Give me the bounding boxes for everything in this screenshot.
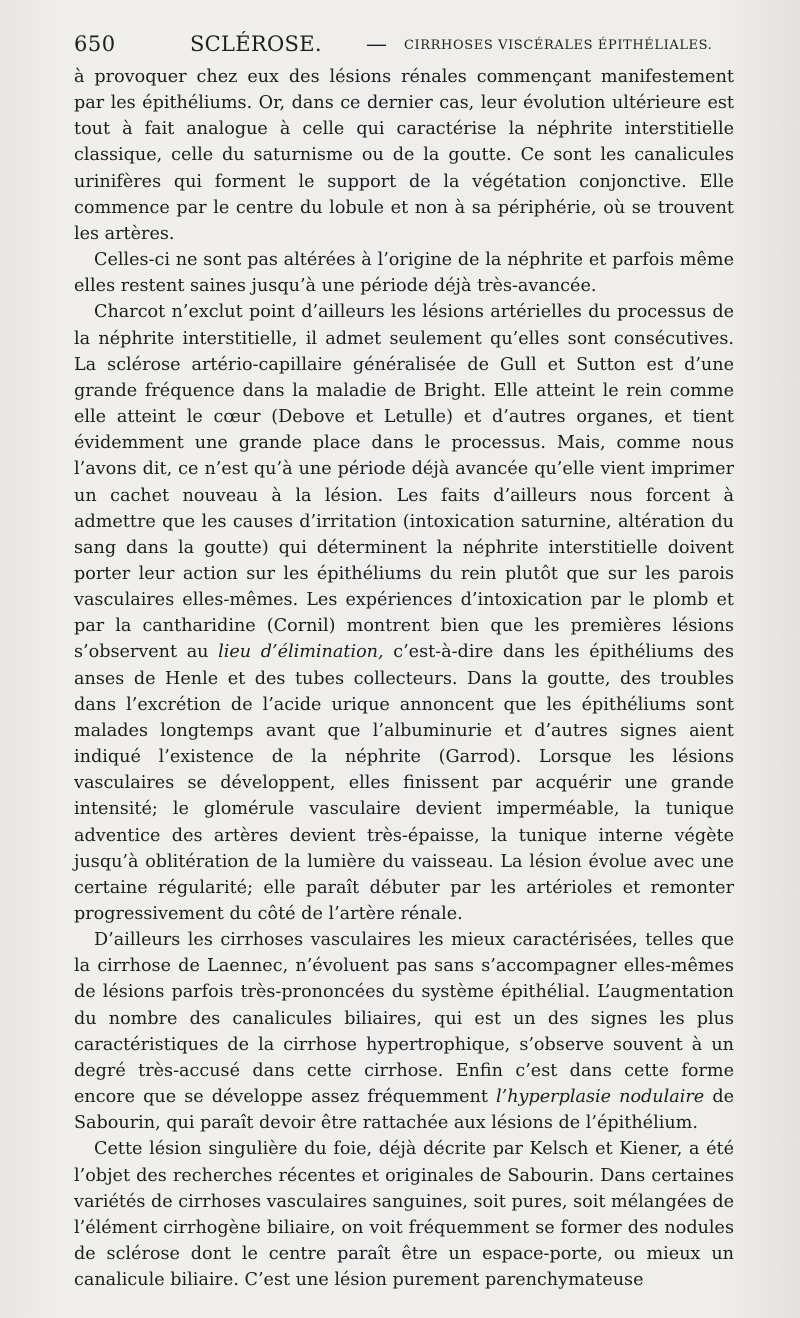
text-run: de Sabourin, qui paraît devoir être rattachée aux lésions de l’épithélium. — [74, 1087, 734, 1134]
page-number: 650 — [74, 32, 116, 56]
text-run: Charcot n’exclut point d’ailleurs les lésions artérielles du processus de la néphrite interstitielle, il admet seulement qu’elles sont consécutives. La sclérose artério-capillaire généralisée de Gull et Sutton est d’une grande fréquence dans la maladie de Bright. Elle atteint le rein comme elle atteint le cœur (Debove et Letulle) et d’autres organes, et tient évidemment une grande place dans le processus. Mais, comme nous l’avons dit, ce n’est qu’à une période déjà avancée qu’elle vient imprimer un cachet nouveau à la lésion. Les faits d’ailleurs nous forcent à admettre que les causes d’irritation (intoxication saturnine, altération du sang dans la goutte) qui déterminent la néphrite interstitielle doivent porter leur action sur les épithéliums du rein plutôt que sur les parois vasculaires elles-mêmes. Les expériences d’intoxication par le plomb et par la cantharidine (Cornil) montrent bien que les premières lésions s’observent au — [74, 302, 734, 663]
italic-text-run: lieu d’élimination, — [218, 642, 384, 663]
running-title-separator: — — [366, 32, 387, 56]
running-header — [74, 30, 734, 62]
italic-text-run: l’hyperplasie nodulaire — [496, 1087, 705, 1108]
paragraph — [74, 64, 734, 247]
paragraph — [74, 299, 734, 927]
text-run: Celles-ci ne sont pas altérées à l’origine de la néphrite et parfois même elles restent saines jusqu’à une période déjà très-avancée. — [74, 250, 734, 297]
text-run: Cette lésion singulière du foie, déjà décrite par Kelsch et Kiener, a été l’objet des recherches récentes et originales de Sabourin. Dans certaines variétés de cirrhoses vasculaires sanguines, soit pures, soit mélangées de l’élément cirrhogène biliaire, on voit fréquemment se former des nodules de sclérose dont le centre paraît être un espace-porte, ou mieux un canalicule biliaire. C’est une lésion purement parenchymateuse — [74, 1139, 734, 1291]
paragraph — [74, 1136, 734, 1293]
body-text — [74, 64, 734, 1293]
text-run: D’ailleurs les cirrhoses vasculaires les mieux caractérisées, telles que la cirrhose de Laennec, n’évoluent pas sans s’accompagner elles-mêmes de lésions parfois très-prononcées du système épithélial. L’augmentation du nombre des canalicules biliaires, qui est un des signes les plus caractéristiques de la cirrhose hypertrophique, s’observe souvent à un degré très-accusé dans cette cirrhose. Enfin c’est dans cette forme encore que se développe assez fréquemment — [74, 930, 734, 1108]
text-run: à provoquer chez eux des lésions rénales commençant manifestement par les épithéliums. Or, dans ce dernier cas, leur évolution ultérieure est tout à fait analogue à celle qui caractérise la néphrite interstitielle classique, celle du saturnisme ou de la goutte. Ce sont les canalicules urinifères qui forment le support de la végétation conjonctive. Elle commence par le centre du lobule et non à sa périphérie, où se trouvent les artères. — [74, 67, 734, 244]
running-subtitle: CIRRHOSES VISCÉRALES ÉPITHÉLIALES. — [404, 38, 713, 53]
paragraph — [74, 927, 734, 1136]
running-title: SCLÉROSE. — [190, 32, 322, 56]
paragraph — [74, 247, 734, 299]
text-run: c’est-à-dire dans les épithéliums des anses de Henle et des tubes collecteurs. Dans la goutte, des troubles dans l’excrétion de l’acide urique annoncent que les épithéliums sont malades longtemps avant que l’albuminurie et d’autres signes aient indiqué l’existence de la néphrite (Garrod). Lorsque les lésions vasculaires se développent, elles finissent par acquérir une grande intensité; le glomérule vasculaire devient imperméable, la tunique adventice des artères devient très-épaisse, la tunique interne végète jusqu’à oblitération de la lumière du vaisseau. La lésion évolue avec une certaine régularité; elle paraît débuter par les artérioles et remonter progressivement du côté de l’artère rénale. — [74, 642, 734, 924]
